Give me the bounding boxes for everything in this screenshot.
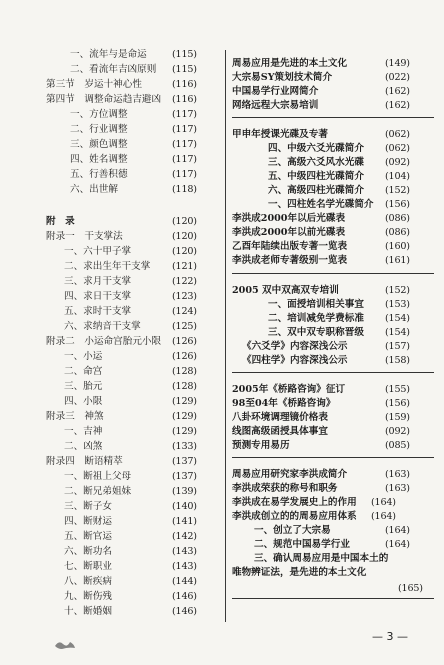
toc-entry-title: 六、断功名 (64, 546, 112, 557)
toc-entry-page: (125) (172, 321, 197, 332)
toc-entry-title: 李洪成创立的的周易应用体系 (232, 511, 357, 522)
toc-entry-title: 二、规范中国易学行业 (254, 539, 350, 550)
toc-entry (228, 85, 442, 98)
toc-entry (228, 128, 442, 141)
toc-entry-page: (143) (172, 546, 197, 557)
toc-entry-title: 预测专用易历 (232, 440, 290, 451)
toc-entry-page: (140) (172, 501, 197, 512)
toc-entry-title: 十、断婚姻 (64, 606, 112, 617)
toc-entry (0, 500, 224, 513)
toc-entry-title: 五、行善积德 (70, 169, 128, 180)
toc-entry (228, 439, 442, 452)
toc-entry-page: (154) (385, 313, 410, 324)
toc-entry-page: (163) (385, 469, 410, 480)
toc-entry (228, 397, 442, 410)
toc-entry-title: 二、断兄弟姐妹 (64, 486, 132, 497)
toc-entry (0, 410, 224, 423)
toc-entry-page: (163) (385, 483, 410, 494)
toc-entry (0, 260, 224, 273)
toc-entry (0, 545, 224, 558)
toc-entry-title: 三、求月干支掌 (64, 276, 132, 287)
toc-entry (0, 425, 224, 438)
toc-entry-page: (137) (172, 471, 197, 482)
toc-entry-title: 李洪成在易学发展史上的作用 (232, 497, 357, 508)
toc-entry-title: 一、四柱姓名学光碟简介 (268, 199, 374, 210)
toc-entry-title: 第三节 岁运十神心性 (46, 79, 142, 90)
toc-entry (0, 320, 224, 333)
toc-entry-title: 二、凶煞 (64, 441, 103, 452)
column-divider (225, 50, 226, 622)
toc-entry-title: 三、颜色调整 (70, 139, 128, 150)
toc-entry-page: (092) (385, 157, 410, 168)
toc-entry-title: 附 录 (46, 216, 75, 227)
toc-entry-page: (128) (172, 381, 197, 392)
toc-entry (228, 254, 442, 267)
toc-entry (0, 560, 224, 573)
toc-entry (228, 383, 442, 396)
toc-entry-page: (120) (172, 246, 197, 257)
toc-entry-page: (121) (172, 261, 197, 272)
toc-entry-title: 线图高级函授具体事宜 (232, 426, 328, 437)
toc-entry (0, 590, 224, 603)
toc-entry (0, 365, 224, 378)
page-number: — 3 — (372, 630, 408, 643)
toc-entry (228, 184, 442, 197)
toc-entry-title: 五、断官运 (64, 531, 112, 542)
toc-entry-page: (062) (385, 143, 410, 154)
toc-entry (0, 335, 224, 348)
toc-entry-title: 二、求出生年干支掌 (64, 261, 151, 272)
toc-entry-title: 二、行业调整 (70, 124, 128, 135)
toc-entry-page: (128) (172, 366, 197, 377)
toc-entry-title: 六、求纳音干支掌 (64, 321, 141, 332)
toc-entry-title: 三、双中双专职称晋级 (268, 327, 364, 338)
toc-entry (0, 350, 224, 363)
toc-entry (0, 395, 224, 408)
toc-entry (0, 123, 224, 136)
toc-entry-title: 七、断职业 (64, 561, 112, 572)
toc-entry-title: 《六爻学》内容深浅公示 (242, 341, 348, 352)
toc-entry-title: 四、小限 (64, 396, 103, 407)
toc-entry (228, 552, 442, 565)
toc-entry (228, 538, 442, 551)
toc-entry-page: (062) (385, 129, 410, 140)
toc-entry-title: 大宗易SY策划技术简介 (232, 72, 333, 83)
toc-entry-title: 九、断伤残 (64, 591, 112, 602)
toc-entry (228, 566, 442, 579)
toc-entry (228, 99, 442, 112)
toc-entry-title: 第四节 调整命运趋吉避凶 (46, 94, 162, 105)
toc-entry (0, 183, 224, 196)
toc-entry (228, 57, 442, 70)
toc-entry (0, 93, 224, 106)
toc-entry (228, 510, 442, 523)
toc-entry-title: 甲申年授课光碟及专著 (232, 129, 328, 140)
toc-entry-page: (160) (385, 241, 410, 252)
toc-entry-title: 乙酉年陆续出版专著一览表 (232, 241, 348, 252)
toc-entry-page: (146) (172, 591, 197, 602)
toc-entry-page: (117) (172, 124, 197, 135)
toc-entry-page: (154) (385, 327, 410, 338)
toc-entry (0, 485, 224, 498)
toc-entry (0, 575, 224, 588)
toc-entry-page: (129) (172, 411, 197, 422)
toc-entry-title: 李洪成2000年以前光碟表 (232, 227, 346, 238)
toc-entry-title: 周易应用研究家李洪成简介 (232, 469, 348, 480)
toc-entry-page: (086) (385, 227, 410, 238)
toc-entry (0, 168, 224, 181)
toc-entry (228, 142, 442, 155)
toc-entry-page: (157) (385, 341, 410, 352)
toc-entry (0, 245, 224, 258)
toc-entry-page: (116) (172, 79, 197, 90)
section-rule (232, 457, 434, 458)
toc-entry-page: (155) (385, 384, 410, 395)
toc-entry-page: (161) (385, 255, 410, 266)
toc-entry-title: 一、断祖上父母 (64, 471, 132, 482)
toc-entry-title: 六、出世解 (70, 184, 118, 195)
toc-entry (0, 515, 224, 528)
toc-entry-title: 二、命宫 (64, 366, 103, 377)
toc-entry-page: (139) (172, 486, 197, 497)
toc-entry-title: 四、求日干支掌 (64, 291, 132, 302)
toc-entry (0, 153, 224, 166)
toc-entry-page: (115) (172, 64, 197, 75)
toc-entry-page: (156) (385, 398, 410, 409)
toc-entry (228, 354, 442, 367)
toc-entry (228, 312, 442, 325)
toc-entry-page: (152) (385, 285, 410, 296)
toc-entry-page: (122) (172, 276, 197, 287)
toc-entry (0, 440, 224, 453)
toc-entry-title: 唯物辨证法，是先进的本土文化 (232, 567, 367, 578)
toc-entry-title: 四、中级六爻光碟简介 (268, 143, 364, 154)
toc-entry-page: (165) (398, 583, 423, 594)
toc-entry-page: (133) (172, 441, 197, 452)
toc-entry-page: (162) (385, 86, 410, 97)
toc-entry-title: 一、流年与是命运 (70, 49, 147, 60)
toc-entry-page: (142) (172, 531, 197, 542)
toc-entry (228, 425, 442, 438)
toc-entry (228, 212, 442, 225)
toc-entry-page: (146) (172, 606, 197, 617)
toc-entry (0, 455, 224, 468)
toc-entry-title: 五、中级四柱光碟简介 (268, 171, 364, 182)
toc-entry-title: 一、小运 (64, 351, 103, 362)
section-rule (232, 372, 434, 373)
toc-entry-page: (164) (385, 539, 410, 550)
toc-entry-title: 李洪成2000年以后光碟表 (232, 213, 346, 224)
toc-entry-page: (117) (172, 154, 197, 165)
toc-entry (228, 482, 442, 495)
toc-entry-title: 附录四 断语精萃 (46, 456, 123, 467)
toc-entry-title: 一、六十甲子掌 (64, 246, 132, 257)
toc-entry-title: 附录一 干支掌法 (46, 231, 123, 242)
toc-entry-title: 周易应用是先进的本土文化 (232, 58, 348, 69)
toc-entry (0, 605, 224, 618)
toc-entry (0, 530, 224, 543)
toc-entry (228, 468, 442, 481)
toc-entry-title: 三、断子女 (64, 501, 112, 512)
toc-entry-page: (126) (172, 351, 197, 362)
toc-entry-page: (085) (385, 440, 410, 451)
toc-entry (228, 326, 442, 339)
toc-entry (228, 170, 442, 183)
toc-entry-title: 八卦环境调理镜价格表 (232, 412, 328, 423)
toc-entry-title: 2005年《桥路咨询》征订 (232, 384, 346, 395)
toc-entry-page: (129) (172, 396, 197, 407)
toc-entry (0, 290, 224, 303)
ink-smudge-mark (54, 638, 76, 650)
toc-entry (228, 298, 442, 311)
toc-entry-page: (117) (172, 109, 197, 120)
toc-entry (0, 230, 224, 243)
toc-entry (228, 340, 442, 353)
toc-entry (0, 215, 224, 228)
toc-entry-title: 《四柱学》内容深浅公示 (242, 355, 348, 366)
toc-entry (228, 524, 442, 537)
toc-entry-page: (116) (172, 94, 197, 105)
toc-entry (0, 275, 224, 288)
toc-entry-title: 一、吉神 (64, 426, 103, 437)
toc-entry-title: 二、培训减免学费标准 (268, 313, 364, 324)
toc-entry-title: 四、断财运 (64, 516, 112, 527)
toc-entry-page: (123) (172, 291, 197, 302)
toc-entry-title: 网络远程大宗易培训 (232, 100, 319, 111)
toc-entry-title: 中国易学行业网简介 (232, 86, 319, 97)
toc-entry-page: (162) (385, 100, 410, 111)
toc-entry-page: (137) (172, 456, 197, 467)
toc-entry (228, 226, 442, 239)
toc-entry-page: (092) (385, 426, 410, 437)
toc-entry-page: (120) (172, 231, 197, 242)
toc-entry-page: (164) (385, 525, 410, 536)
toc-entry-page: (156) (385, 199, 410, 210)
toc-entry-title: 三、确认周易应用是中国本土的 (254, 553, 389, 564)
toc-entry (0, 108, 224, 121)
toc-entry-page: (117) (172, 139, 197, 150)
toc-entry (228, 71, 442, 84)
toc-entry-page: (153) (385, 299, 410, 310)
toc-entry-page: (086) (385, 213, 410, 224)
section-rule (232, 273, 434, 274)
toc-entry (228, 284, 442, 297)
toc-entry-title: 八、断疾病 (64, 576, 112, 587)
toc-entry-page: (117) (172, 169, 197, 180)
toc-entry-page: (129) (172, 426, 197, 437)
toc-entry (0, 138, 224, 151)
toc-entry-page: (022) (385, 72, 410, 83)
toc-entry-title: 三、高级六爻风水光碟 (268, 157, 364, 168)
toc-entry (228, 240, 442, 253)
toc-entry-page: (141) (172, 516, 197, 527)
toc-entry (0, 380, 224, 393)
toc-entry-page: (152) (385, 185, 410, 196)
toc-entry-page: (124) (172, 306, 197, 317)
toc-entry-title: 附录二 小运命宫胎元小限 (46, 336, 162, 347)
toc-entry (228, 156, 442, 169)
toc-entry-page: (120) (172, 216, 197, 227)
toc-entry (0, 63, 224, 76)
toc-entry-title: 一、方位调整 (70, 109, 128, 120)
toc-entry-page: (158) (385, 355, 410, 366)
toc-entry-page: (143) (172, 561, 197, 572)
toc-entry-page: (118) (172, 184, 197, 195)
toc-entry-title: 五、求时干支掌 (64, 306, 132, 317)
toc-entry-title: 一、面授培训相关事宜 (268, 299, 364, 310)
toc-entry (0, 305, 224, 318)
toc-entry (0, 48, 224, 61)
toc-entry-title: 二、看流年吉凶原则 (70, 64, 157, 75)
toc-entry-page: (149) (385, 58, 410, 69)
toc-entry-page: (159) (385, 412, 410, 423)
toc-entry-page: (144) (172, 576, 197, 587)
toc-entry-title: 四、姓名调整 (70, 154, 128, 165)
toc-entry-title: 2005 双中双高双专培训 (232, 285, 339, 296)
toc-entry-page: (164) (371, 497, 396, 508)
toc-entry-title: 李洪成荣获的称号和职务 (232, 483, 338, 494)
toc-entry-title: 三、胎元 (64, 381, 103, 392)
toc-entry-page: (115) (172, 49, 197, 60)
toc-entry-page: (126) (172, 336, 197, 347)
section-rule (232, 117, 434, 118)
toc-entry-title: 附录三 神煞 (46, 411, 104, 422)
toc-entry (228, 198, 442, 211)
section-rule (232, 598, 434, 599)
toc-entry (0, 470, 224, 483)
toc-entry-page: (164) (371, 511, 396, 522)
toc-entry-title: 六、高级四柱光碟简介 (268, 185, 364, 196)
toc-entry (228, 411, 442, 424)
toc-entry (228, 496, 442, 509)
toc-entry-title: 一、创立了大宗易 (254, 525, 331, 536)
toc-entry (0, 78, 224, 91)
toc-entry-page: (104) (385, 171, 410, 182)
toc-entry-title: 98至04年《桥路咨询》 (232, 398, 336, 409)
toc-entry (228, 582, 442, 595)
toc-entry-title: 李洪成老师专著级别一览表 (232, 255, 348, 266)
